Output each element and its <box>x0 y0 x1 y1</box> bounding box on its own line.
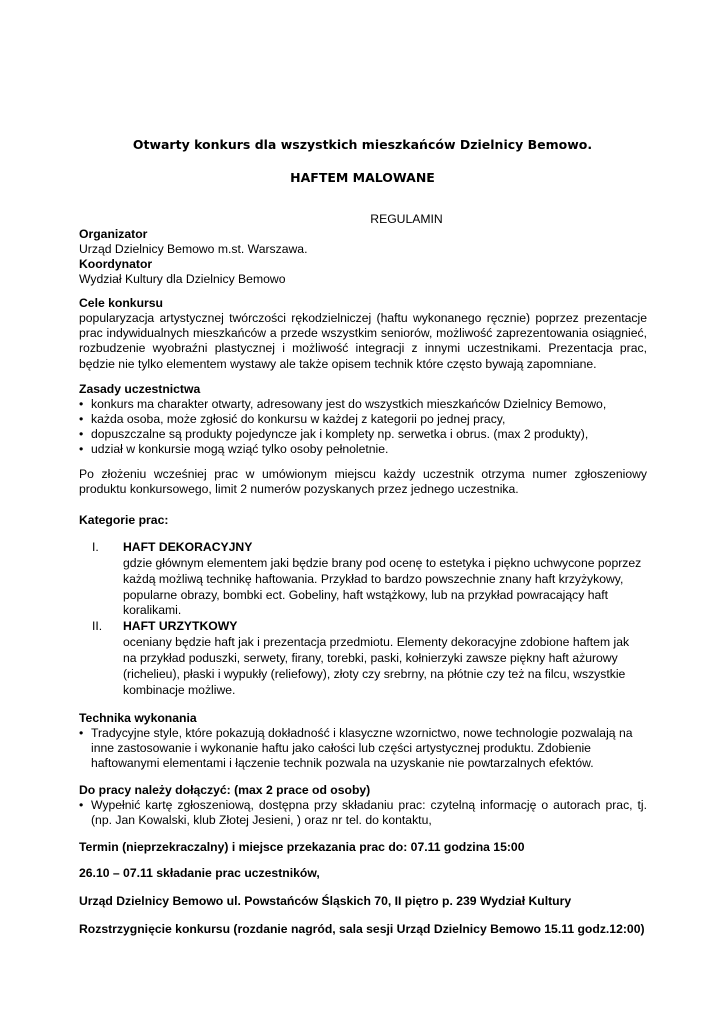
category-line: koralikami. <box>123 603 182 617</box>
resolution-text: Rozstrzygnięcie konkursu (rozdanie nagród, sala sesji Urząd Dzielnicy Bemowo 15.11 godz.12:00) <box>79 922 645 936</box>
bullet-icon: • <box>79 442 84 456</box>
attach-text: Wypełnić kartę zgłoszeniową, dostępna przy składaniu prac: czytelną informację o autorach prac, tj. (np. Jan Kowalski, klub Złotej Jesieni, ) oraz nr tel. do kontaktu, <box>91 798 647 828</box>
technique-label: Technika wykonania <box>79 711 197 725</box>
rules-label: Zasady uczestnictwa <box>79 382 201 396</box>
dates-text: 26.10 – 07.11 składanie prac uczestników, <box>79 866 320 880</box>
category-line: oceniany będzie haft jak i prezentacja przedmiotu. Elementy dekoracyjne zdobione haftem jak <box>123 635 630 649</box>
coordinator-label: Koordynator <box>79 257 153 271</box>
bullet-icon: • <box>79 798 84 812</box>
organizer-label: Organizator <box>79 227 148 241</box>
categories-label: Kategorie prac: <box>79 513 169 527</box>
coordinator-value: Wydział Kultury dla Dzielnicy Bemowo <box>79 272 286 286</box>
category-line: na przykład poduszki, serwety, firany, torebki, paski, kołnierzyki zawsze piękny haft ażurowy <box>123 651 618 665</box>
category-line: każdą możliwą technikę haftowania. Przykład to bardzo powszechnie znany haft krzyżykowy, <box>123 572 624 586</box>
goals-text: popularyzacja artystycznej twórczości rękodzielniczej (haftu wykonanego ręcznie) poprzez prezentacje prac indywidualnych mieszkańców a przede wszystkim seniorów, możliwość zaprezentowania osiągnieć, rozbudzenie wyobraźni plastycznej i możliwość integracji z innymi uczestnikami. Prezentacja prac, będzie nie tylko elementem wystawy ale także opisem technik które często bywają zapomniane. <box>79 311 647 371</box>
goals-label: Cele konkursu <box>79 296 163 310</box>
bullet-icon: • <box>79 427 84 441</box>
category-number: I. <box>92 540 99 554</box>
rules-item-text: konkurs ma charakter otwarty, adresowany jest do wszystkich mieszkańców Dzielnicy Bemowo, <box>91 397 607 411</box>
bullet-icon: • <box>79 397 84 411</box>
rules-after-text: Po złożeniu wcześniej prac w umówionym miejscu każdy uczestnik otrzyma numer zgłoszeniowy produktu konkursowego, limit 2 numerów pozyskanych przez jednego uczestnika. <box>79 467 647 497</box>
document-subtitle: HAFTEM MALOWANE <box>290 170 435 185</box>
rules-item-text: każda osoba, może zgłosić do konkursu w każdej z kategorii po jednej pracy, <box>91 412 506 426</box>
category-title: HAFT DEKORACYJNY <box>123 540 253 554</box>
address-text: Urząd Dzielnicy Bemowo ul. Powstańców Śląskich 70, II piętro p. 239 Wydział Kultury <box>79 894 572 908</box>
category-line: (richelieu), płaski i wypukły (reliefowy), złoty czy srebrny, na płótnie czy też na filcu, wszystkie <box>123 667 626 681</box>
rules-item-text: udział w konkursie mogą wziąć tylko osoby pełnoletnie. <box>91 442 389 456</box>
category-number: II. <box>92 619 103 633</box>
rules-item-text: dopuszczalne są produkty pojedyncze jak i komplety np. serwetka i obrus. (max 2 produkty), <box>91 427 589 441</box>
technique-line: inne zastosowanie i wykonanie haftu jako całości lub części artystycznej produktu. Zdobienie <box>91 741 591 755</box>
category-line: popularne obrazy, bombki ect. Gobeliny, haft wstążkowy, lub na przykład powracający haft <box>123 588 609 602</box>
technique-line: haftowanymi elementami i łączenie technik pozwala na uzyskanie nie powtarzalnych efektów. <box>91 756 594 770</box>
bullet-icon: • <box>79 726 84 740</box>
bullet-icon: • <box>79 412 84 426</box>
section-heading: REGULAMIN <box>370 212 443 226</box>
organizer-value: Urząd Dzielnicy Bemowo m.st. Warszawa. <box>79 242 308 256</box>
attach-label: Do pracy należy dołączyć: (max 2 prace od osoby) <box>79 783 371 797</box>
technique-line: Tradycyjne style, które pokazują dokładność i klasyczne wzornictwo, nowe technologie pozwalają na <box>91 726 633 740</box>
category-line: gdzie głównym elementem jaki będzie brany pod ocenę to estetyka i piękno uchwycone poprzez <box>123 556 642 570</box>
deadline-text: Termin (nieprzekraczalny) i miejsce przekazania prac do: 07.11 godzina 15:00 <box>79 840 525 854</box>
document-title: Otwarty konkurs dla wszystkich mieszkańców Dzielnicy Bemowo. <box>132 137 593 152</box>
category-line: kombinacje możliwe. <box>123 683 236 697</box>
category-title: HAFT URZYTKOWY <box>123 619 238 633</box>
